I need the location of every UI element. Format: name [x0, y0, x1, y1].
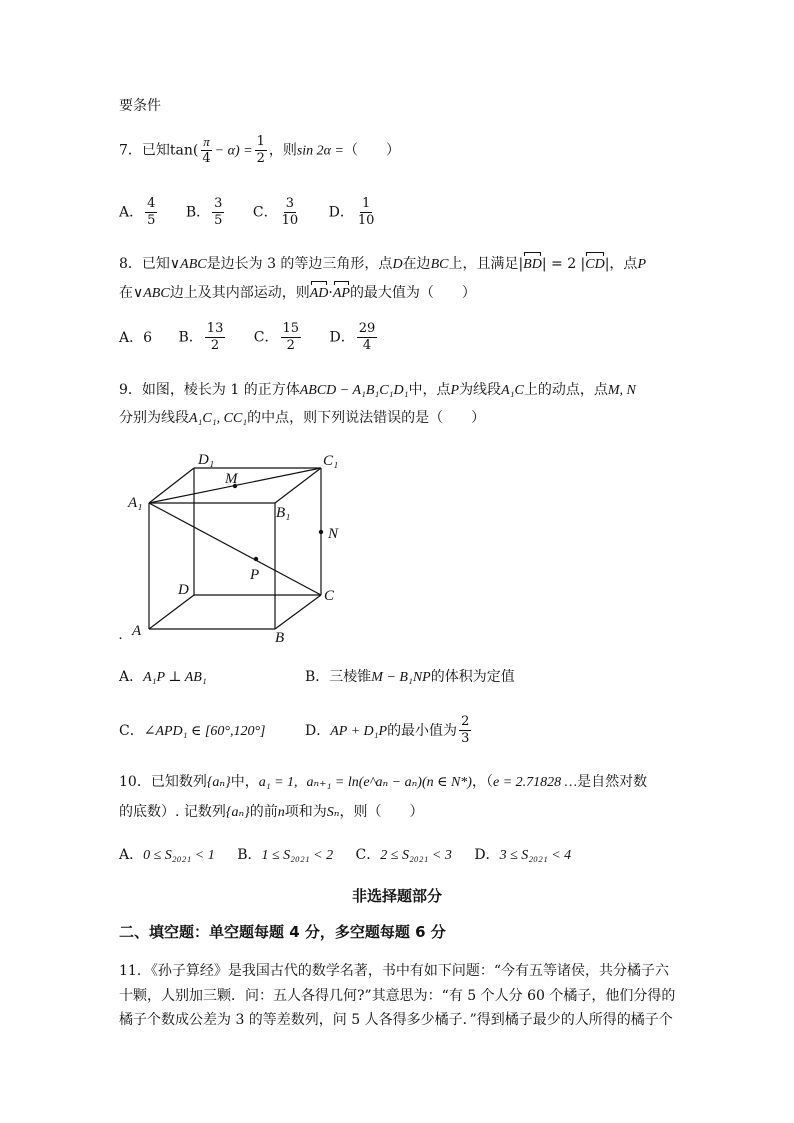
q7-then: ，则 [268, 142, 297, 159]
label-c: C [324, 588, 335, 604]
q7-minus-alpha: − α) = [214, 143, 253, 159]
question-10-line-2: 的底数）. 记数列{aₙ}的前n项和为Sₙ，则（ ） [119, 804, 424, 820]
q9-options-row-2 [119, 714, 473, 747]
label-b: B [275, 630, 285, 645]
question-8-line-1: 8．已知∨ABC是边长为 3 的等边三角形，点D在边BC上，且满足|BD| = 2 |CD|，点P [119, 254, 646, 275]
q10-option-b[interactable]: B．1 ≤ S₂₀₂₁ < 2 [237, 847, 334, 863]
q7-option-a[interactable]: A． $\frac{4}{5}$ [119, 196, 156, 228]
edge-b-c [275, 595, 321, 629]
label-d1: D₁ [198, 452, 215, 468]
q8-options [119, 321, 401, 354]
q10-options [119, 845, 571, 866]
edge-a1-d1 [149, 468, 194, 503]
vector-ap: AP [333, 284, 350, 304]
point-p [254, 557, 258, 561]
vector-cd: CD [585, 255, 604, 275]
q9-options-row-1 [119, 667, 515, 688]
q9-option-c[interactable]: C．∠APD₁ ∈ [60°,120°] [119, 722, 266, 739]
q9-option-b[interactable]: B．三棱锥M − B₁NP的体积为定值 [305, 669, 515, 685]
q7-option-d[interactable]: D． $\frac{1}{10}$ [328, 196, 375, 228]
q7-pi-over-4: $\frac{\pi}{4}$ [202, 134, 211, 166]
edge-a-d [149, 595, 194, 629]
question-10-line-1: 10．已知数列{aₙ}中，a₁ = 1, aₙ₊₁ = ln(e^aₙ − aₙ)(n ∈ N*)，（e = 2.71828 …是自然对数 [119, 774, 648, 790]
question-11-line-3: 橘子个数成公差为 3 的等差数列，问 5 人各得多少橘子．”得到橘子最少的人所得的橘子个 [119, 1012, 673, 1028]
q7-option-c[interactable]: C． $\frac{3}{10}$ [252, 196, 299, 228]
q10-option-a[interactable]: A．0 ≤ S₂₀₂₁ < 1 [119, 847, 215, 863]
q8-option-c[interactable]: C． $\frac{15}{2}$ [253, 321, 300, 353]
label-m: M [225, 471, 238, 487]
q9-option-d[interactable]: D．AP + D₁P的最小值为 $\frac{2}{3}$ [305, 714, 470, 746]
label-n: N [328, 526, 339, 542]
q9-option-a[interactable]: A．A₁P ⊥ AB₁ [119, 669, 207, 685]
previous-question-tail: 要条件 [119, 98, 161, 114]
q10-option-c[interactable]: C．2 ≤ S₂₀₂₁ < 3 [355, 847, 452, 863]
label-b1: B₁ [276, 505, 291, 521]
question-9-line-1: 9．如图，棱长为 1 的正方体ABCD − A₁B₁C₁D₁中，点P为线段A₁C上的动点，点M, N [119, 382, 636, 398]
q7-option-b[interactable]: B． $\frac{3}{5}$ [185, 196, 223, 228]
q7-blank: （ ） [343, 142, 400, 159]
label-a: A [132, 623, 142, 639]
q8-option-d[interactable]: D． $\frac{29}{4}$ [329, 321, 376, 353]
part-2-heading: 二、填空题：单空题每题 4 分，多空题每题 6 分 [119, 923, 446, 941]
q8-option-a[interactable]: A．6 [119, 329, 153, 346]
q7-sin: sin 2α = [296, 143, 344, 159]
question-9-line-2: 分别为线段A₁C₁, CC₁的中点，则下列说法错误的是（ ） [119, 410, 486, 426]
question-8-line-2: 在∨ABC边上及其内部运动，则AD·AP的最大值为（ ） [119, 283, 476, 304]
segment-a1-c [149, 503, 321, 595]
section-title: 非选择题部分 [351, 887, 442, 905]
label-c1: C₁ [323, 453, 339, 469]
q7-tan: tan( [169, 142, 199, 159]
question-7 [119, 134, 400, 167]
label-a1: A₁ [128, 495, 143, 511]
q8-option-b[interactable]: B． $\frac{13}{2}$ [178, 321, 224, 353]
q7-prefix: 7．已知 [119, 142, 170, 159]
label-p: P [250, 567, 260, 583]
label-dot: . [119, 627, 123, 643]
cube-figure [118, 445, 358, 645]
vector-ad: AD [310, 284, 329, 304]
q7-options [119, 196, 400, 229]
point-n [319, 530, 323, 534]
vector-bd: BD [523, 255, 542, 275]
label-d: D [178, 582, 189, 598]
q10-option-d[interactable]: D．3 ≤ S₂₀₂₁ < 4 [474, 847, 572, 863]
question-11-line-1: 11．《孙子算经》是我国古代的数学名著，书中有如下问题：“今有五等诸侯，共分橘子六 [119, 963, 669, 979]
q7-half: $\frac{1}{2}$ [256, 134, 265, 166]
question-11-line-2: 十颗，人别加三颗．问：五人各得几何?”其意思为：“有 5 个人分 60 个橘子，他们分得的 [119, 988, 676, 1004]
